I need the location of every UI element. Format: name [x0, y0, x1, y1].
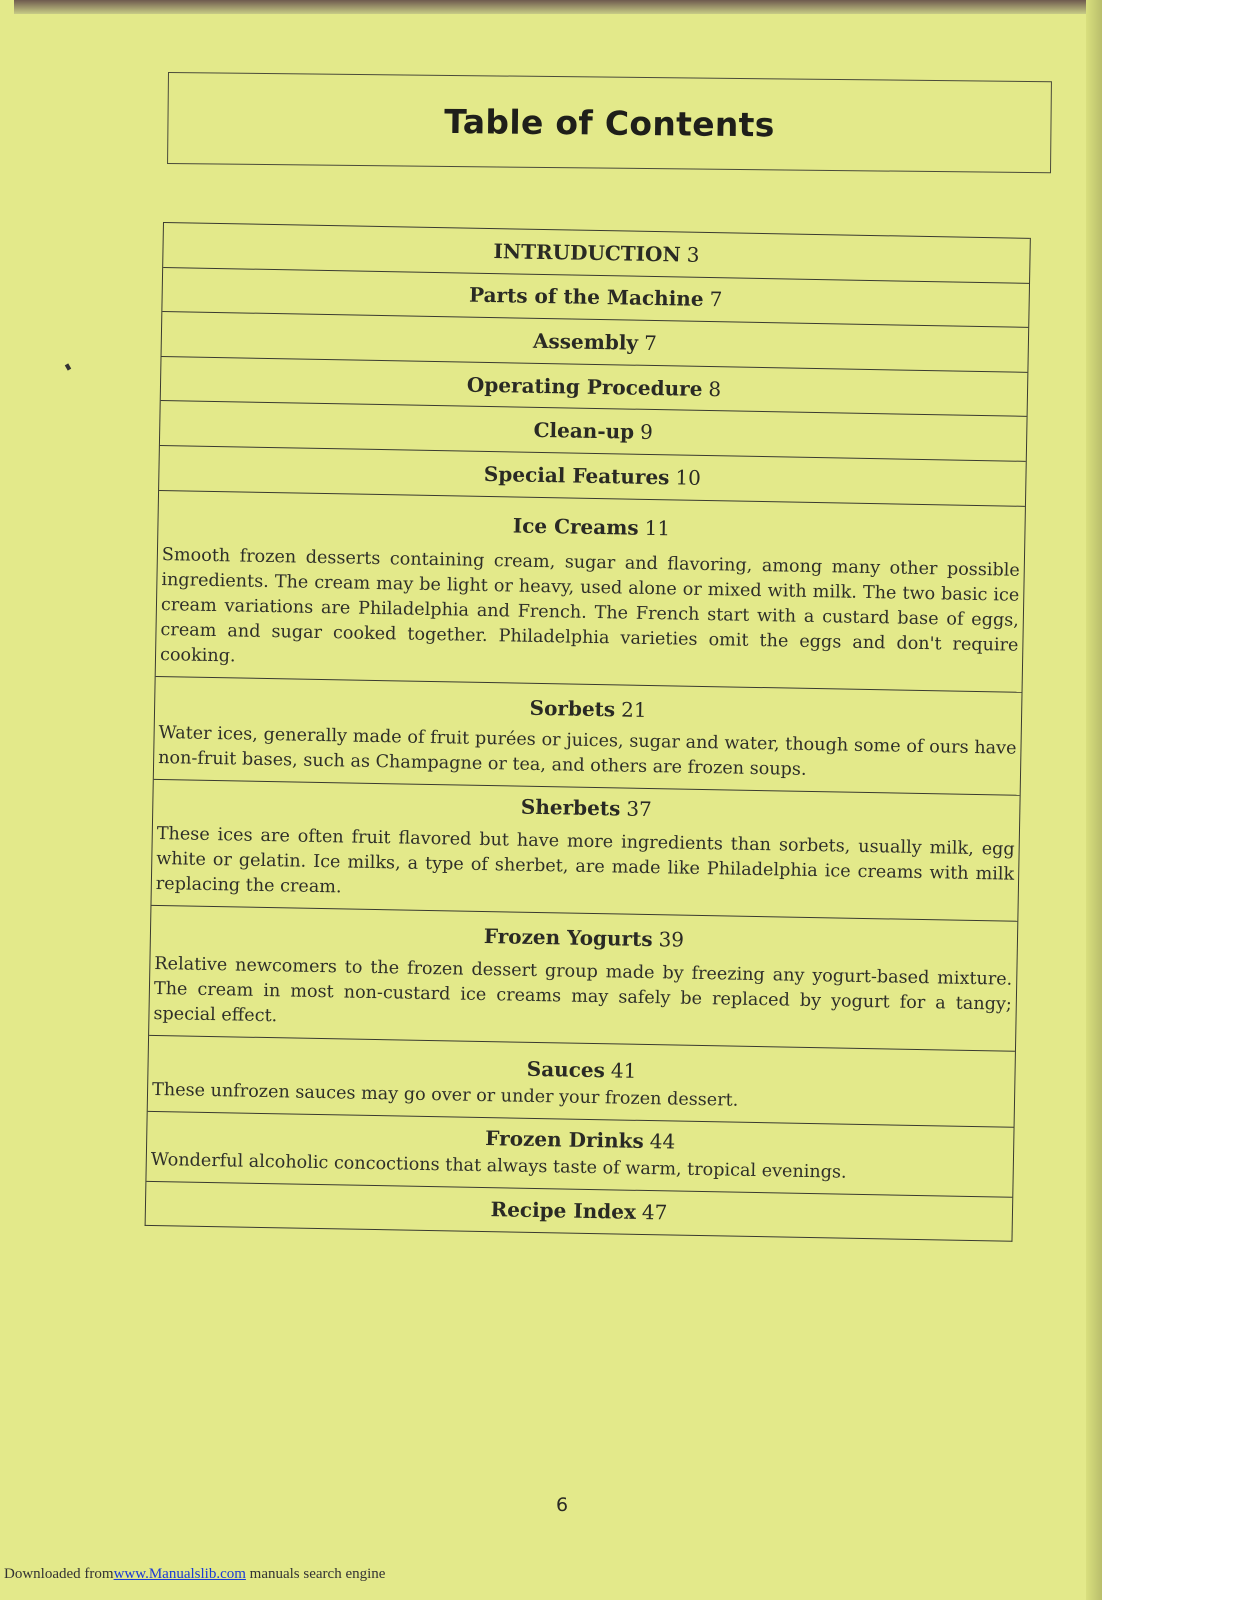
toc-entry-title: Frozen Yogurts [483, 923, 653, 951]
toc-entry-description: These unfrozen sauces may go over or under your frozen dessert. [151, 1079, 739, 1111]
toc-entry-description: Relative newcomers to the frozen dessert group made by freezing any yogurt-based mixture. The cream in most non-custard ice creams may safely be replaced by yogurt for a tangy; special effect. [153, 953, 1013, 1026]
scan-speck [65, 363, 71, 370]
toc-entry-title: INTRUDUCTION [493, 238, 681, 267]
toc-entry-page: 11 [644, 515, 671, 540]
manualslib-link[interactable]: www.Manualslib.com [113, 1566, 246, 1582]
footer-prefix: Downloaded from [4, 1566, 114, 1582]
page-edge-shadow [1086, 0, 1102, 1600]
toc-entry-page: 37 [626, 796, 653, 821]
toc-entry-page: 10 [675, 465, 702, 490]
scan-top-edge [14, 0, 1100, 14]
toc-entry-page: 7 [643, 330, 658, 356]
download-footer [4, 1566, 385, 1583]
toc-row-frozen-yogurts [149, 904, 1017, 1050]
toc-entry-description: Smooth frozen desserts containing cream, sugar and flavoring, among many other possible ingredients. The cream may be light or heavy, used alone or mixed with milk. The two basic ice cream variations are Philadelphia and French. The French start with a custard base of eggs, cream and sugar cooked together. Philadelphia varieties omit the eggs and don't require cooking. [159, 544, 1020, 666]
toc-entry-title: Sorbets [529, 695, 616, 721]
toc-entry-title: Clean-up [533, 417, 635, 444]
toc-entry-page: 41 [610, 1057, 637, 1083]
toc-entry-title: Frozen Drinks [485, 1125, 644, 1153]
toc-entry-page: 3 [686, 242, 700, 267]
page-title: Table of Contents [444, 101, 775, 144]
toc-entry-title: Special Features [483, 461, 670, 490]
toc-entry-title: Recipe Index [490, 1197, 637, 1225]
toc-entry-title: Ice Creams [512, 513, 639, 540]
toc-entry-description: Water ices, generally made of fruit purées or juices, sugar and water, though some of ours have non-fruit bases, such as Champagne or tea, and others are frozen soups. [158, 722, 1017, 780]
toc-entry-page: 39 [658, 926, 685, 952]
toc-entry-page: 8 [708, 376, 722, 401]
toc-entry-title: Operating Procedure [466, 372, 703, 401]
toc-entry-description: These ices are often fruit flavored but have more ingredients than sorbets, usually milk, egg white or gelatin. Ice milks, a type of sherbet, are made like Philadelphia ice creams with milk replacing the cream. [155, 823, 1015, 897]
toc-entry-title: Parts of the Machine [468, 283, 704, 312]
footer-suffix: manuals search engine [245, 1566, 386, 1582]
toc-table [145, 222, 1031, 1242]
toc-entry-page: 47 [641, 1200, 668, 1225]
toc-entry-description: Wonderful alcoholic concoctions that always taste of warm, tropical evenings. [150, 1149, 847, 1183]
toc-entry-page: 44 [649, 1128, 676, 1154]
toc-entry-title: Sherbets [520, 794, 621, 821]
toc-entry-page: 21 [620, 697, 647, 722]
toc-row-sorbets [154, 676, 1022, 795]
toc-entry-title: Sauces [526, 1056, 606, 1082]
toc-entry-page: 9 [639, 419, 654, 445]
toc-entry-page: 7 [709, 287, 723, 312]
toc-row-ice-creams [156, 490, 1025, 692]
page-number: 6 [556, 1494, 569, 1516]
toc-entry-title: Assembly [532, 328, 639, 355]
toc-row-sherbets [151, 778, 1019, 920]
title-box [167, 72, 1052, 173]
